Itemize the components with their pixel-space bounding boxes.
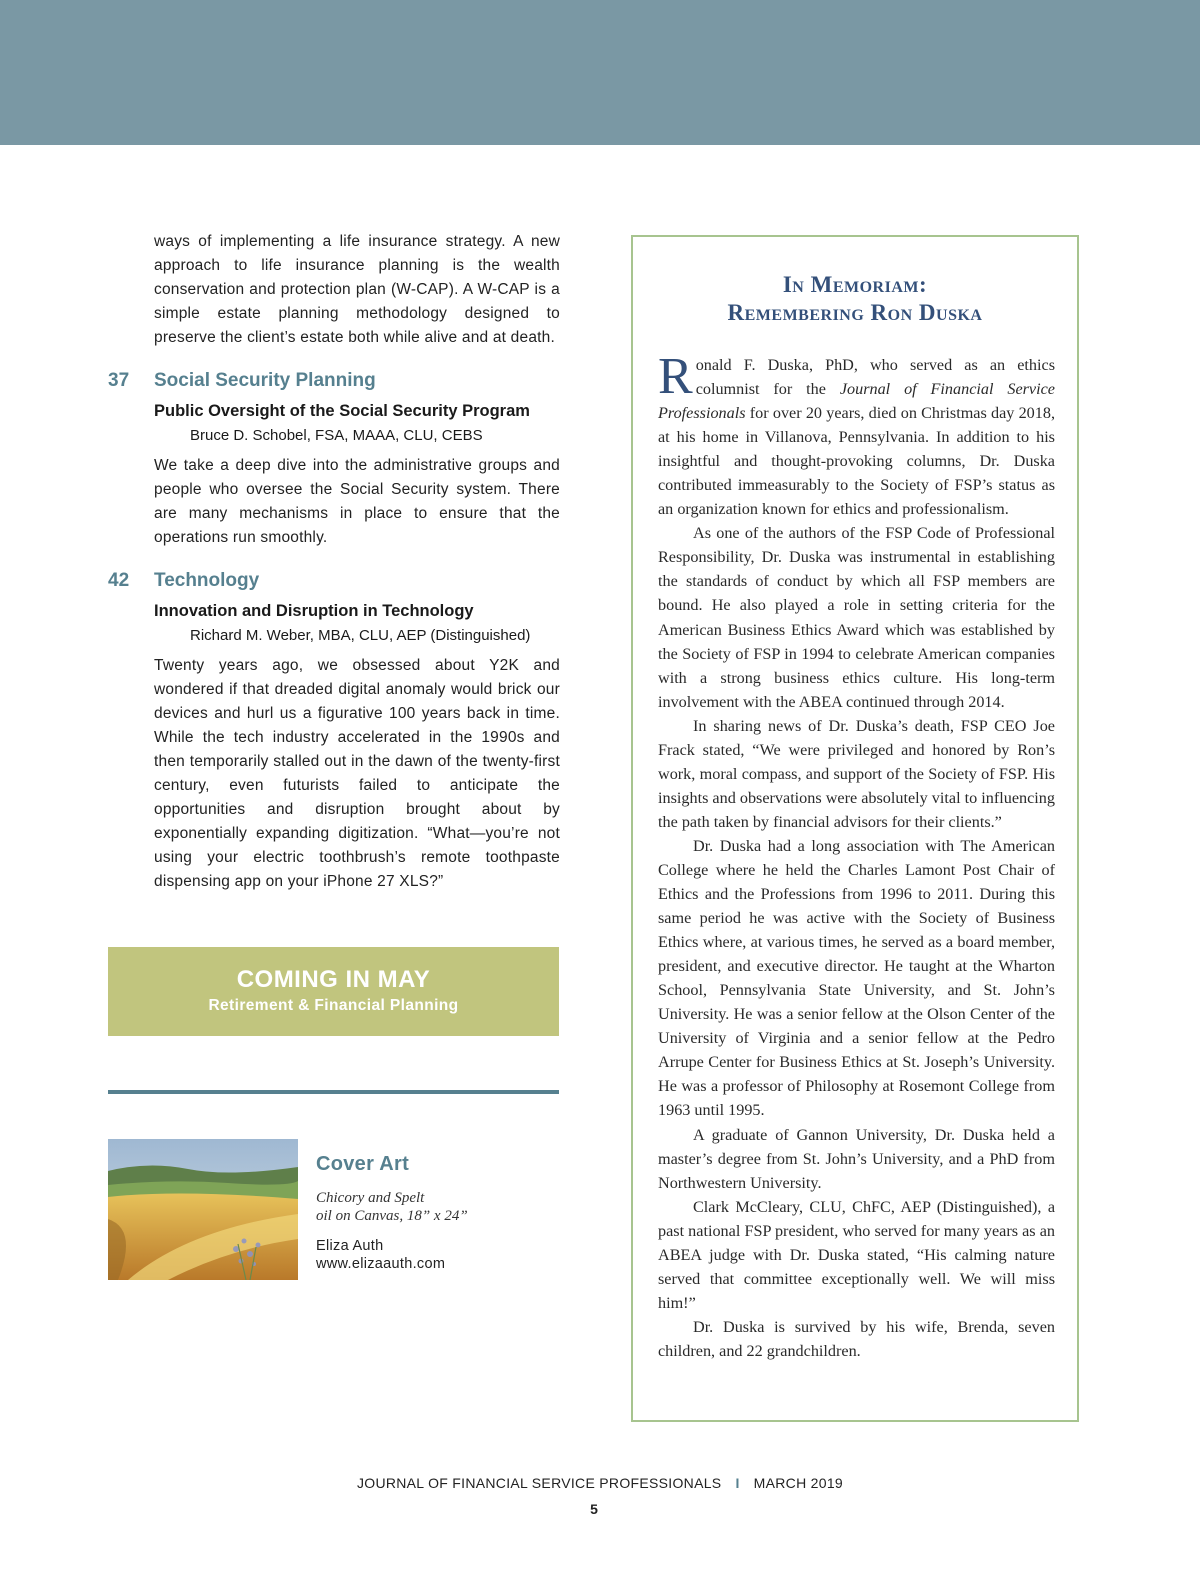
in-memoriam-box [631,235,1079,1422]
footer-separator: I [735,1475,740,1491]
memoriam-paragraph: Clark McCleary, CLU, ChFC, AEP (Distinguished), a past national FSP president, who served for many years as an ABEA judge with Dr. Duska stated, “His calming nature served that committee exceptionally well. We will miss him!” [658,1197,1055,1312]
footer-journal: JOURNAL OF FINANCIAL SERVICE PROFESSIONALS [356,1475,722,1491]
artist-name: Eliza Auth [316,1238,384,1254]
cover-art-title: Chicory and Spelt [316,1190,425,1206]
page-number: 5 [590,1501,598,1517]
memoriam-paragraph: In sharing news of Dr. Duska’s death, FSP CEO Joe Frack stated, “We were privileged and honored by Ron’s work, moral compass, and support of the Society of FSP. His insights and observations were absolutely vital to influencing the path taken by financial advisors for their clients.” [658,716,1055,831]
article-author: Bruce D. Schobel, FSA, MAAA, CLU, CEBS [190,427,483,444]
divider [108,1090,559,1094]
memoriam-title [633,271,1077,327]
section-page-number: 37 [108,370,130,391]
cover-art-credit [316,1237,445,1273]
article-title: Innovation and Disruption in Technology [154,602,474,620]
memoriam-title-line2: Remembering Ron Duska [727,300,983,325]
section-social-security [108,370,560,550]
memoriam-paragraph: A graduate of Gannon University, Dr. Duska held a master’s degree from St. John’s University, and a PhD from Northwestern University. [658,1125,1055,1192]
cover-art-heading: Cover Art [316,1153,410,1175]
memoriam-paragraph: Dr. Duska is survived by his wife, Brenda, seven children, and 22 grandchildren. [658,1317,1055,1360]
artist-website: www.elizaauth.com [316,1256,446,1272]
section-category: Technology [154,570,260,591]
journal-name: Journal of Financial Service Professionals [658,380,1055,423]
memoriam-paragraph: As one of the authors of the FSP Code of Professional Responsibility, Dr. Duska was instrumental in establishing the standards of conduct by which all FSP members are bound. He also played a role in setting criteria for the American Business Ethics Award which was established by the Society of FSP in 1994 to celebrate American companies with a strong business ethics culture. His long-term involvement with the ABEA continued through 2014. [658,524,1055,711]
memoriam-title-line1: In Memoriam: [782,272,928,297]
coming-in-may-banner [108,947,559,1036]
section-category: Social Security Planning [154,370,376,391]
coming-subtitle: Retirement & Financial Planning [208,997,459,1014]
footer-date: MARCH 2019 [753,1475,844,1491]
article-title: Public Oversight of the Social Security Program [154,402,530,420]
intro-text: ways of implementing a life insurance strategy. A new approach to life insurance planning is the wealth conservation and protection plan (W-CAP). A W-CAP is a simple estate planning methodology designed to preserve the client’s estate both while alive and at death. [154,233,560,346]
header-band [0,0,1200,145]
section-technology [108,570,560,894]
article-summary: Twenty years ago, we obsessed about Y2K and wondered if that dreaded digital anomaly would brick our devices and hurl us a figurative 100 years back in time. While the tech industry accelerated in the 1990s and then temporarily stalled out in the dawn of the twenty-first century, even futurists failed to anticipate the opportunities and disruption brought about by exponentially expanding digitization. “What—you’re not using your electric toothbrush’s remote toothpaste dispensing app on your iPhone 27 XLS?” [154,657,560,890]
contents-column [108,230,560,894]
cover-art-caption [316,1189,468,1225]
cover-art-medium: oil on Canvas, 18” x 24” [316,1208,468,1224]
section-page-number: 42 [108,570,130,591]
memoriam-paragraph: Dr. Duska had a long association with The American College where he held the Charles Lamont Post Chair of Ethics and the Professions from 1996 to 2011. During this same period he was active with the Society of Business Ethics where, at various times, he served as a board member, president, and executive director. He taught at the Wharton School, Pennsylvania State University, and St. John’s University. He was a senior fellow at the Olson Center of the University of Virginia and a senior fellow at the Pedro Arrupe Center for Business Ethics at St. Joseph’s University. He was a professor of Philosophy at Rosemont College from 1963 until 1995. [658,836,1055,1120]
article-author: Richard M. Weber, MBA, CLU, AEP (Distinguished) [190,627,531,644]
article-summary: We take a deep dive into the administrative groups and people who oversee the Social Security system. There are many mechanisms in place to ensure that the operations run smoothly. [154,457,560,546]
coming-title: COMING IN MAY [236,966,431,993]
cover-art-painting [108,1139,298,1280]
page-footer [0,1475,1200,1491]
drop-cap: R [658,348,693,405]
memoriam-paragraph: Ronald F. Duska, PhD, who served as an ethics columnist for the Journal of Financial Service Professionals for over 20 years, died on Christmas day 2018, at his home in Villanova, Pennsylvania. In addition to his insightful and thought-provoking columns, Dr. Duska contributed immeasurably to the Society of FSP’s status as an organization known for ethics and professionalism. [658,348,1055,519]
memoriam-body [658,348,1055,1363]
